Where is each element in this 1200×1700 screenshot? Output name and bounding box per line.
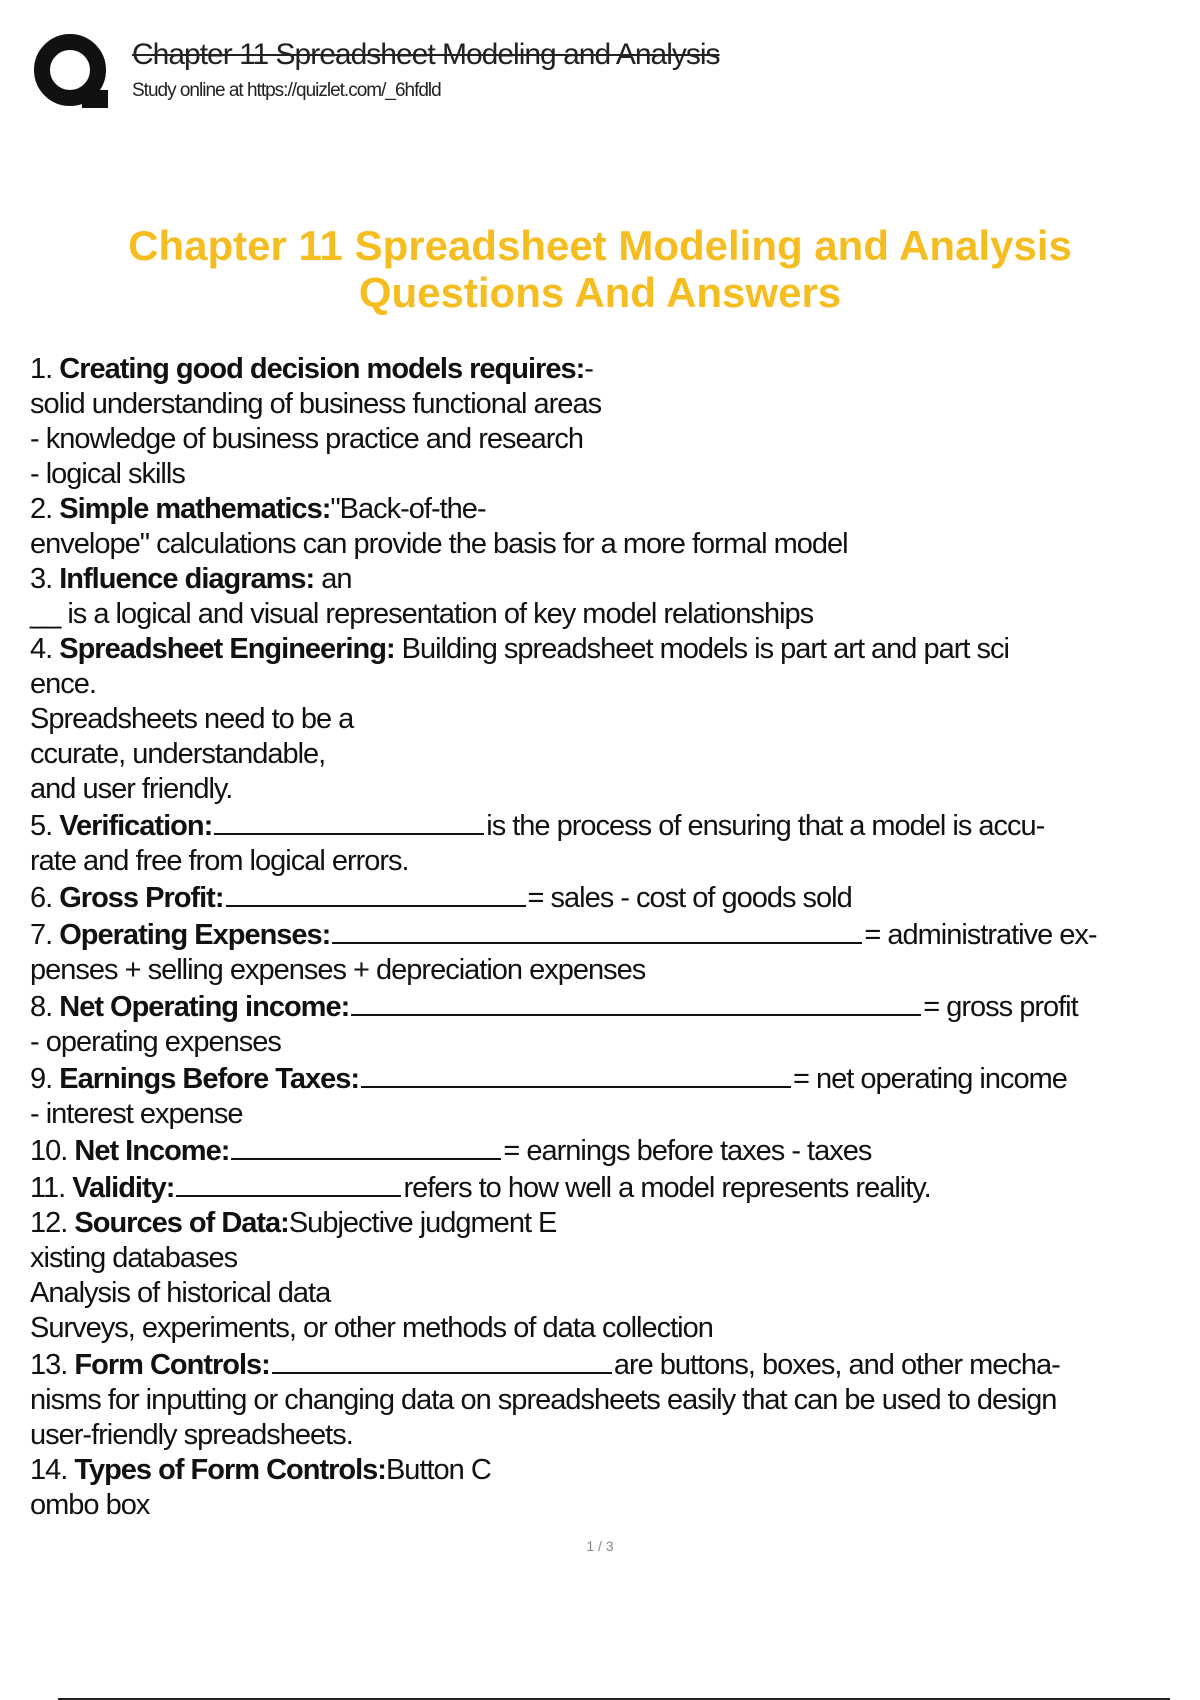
answer-text: = sales - cost of goods sold (527, 882, 852, 914)
qa-item-7 (30, 916, 1180, 988)
qa-item-5 (30, 807, 1180, 879)
answer-line: Surveys, experiments, or other methods of data collection (30, 1312, 713, 1344)
page-header (32, 32, 1152, 112)
item-number: 11. (30, 1172, 66, 1204)
term: Operating Expenses: (59, 919, 331, 951)
page-number: 1 / 3 (586, 1538, 614, 1554)
answer-line: ombo box (30, 1489, 150, 1521)
term: Types of Form Controls: (74, 1454, 386, 1486)
item-number: 1. (30, 353, 53, 385)
title-line-2: Questions And Answers (358, 269, 842, 316)
answer-blank (176, 1169, 401, 1197)
item-number: 3. (30, 563, 53, 595)
qa-item-11 (30, 1169, 1180, 1206)
header-title: Chapter 11 Spreadsheet Modeling and Analysis (132, 38, 720, 71)
term: Simple mathematics: (59, 493, 331, 525)
answer-line: - knowledge of business practice and research (30, 423, 584, 455)
answer-line: envelope" calculations can provide the basis for a more formal model (30, 528, 848, 560)
item-number: 14. (30, 1454, 68, 1486)
item-number: 12. (30, 1207, 68, 1239)
qa-item-10 (30, 1132, 1180, 1169)
answer-text: Subjective judgment E (288, 1207, 557, 1239)
answer-text: = earnings before taxes - taxes (503, 1135, 872, 1167)
study-link[interactable]: Study online at https://quizlet.com/_6hfdld (132, 80, 441, 101)
answer-text: are buttons, boxes, and other mecha- (613, 1349, 1060, 1381)
qa-item-3 (30, 562, 1180, 632)
term: Net Income: (74, 1135, 230, 1167)
item-number: 8. (30, 991, 53, 1023)
qa-item-6 (30, 879, 1180, 916)
term: Influence diagrams: (59, 563, 315, 595)
answer-blank (332, 916, 862, 944)
answer-text: - (584, 353, 593, 385)
term: Net Operating income: (59, 991, 350, 1023)
qa-list (30, 352, 1180, 1523)
answer-text: refers to how well a model represents reality. (403, 1172, 931, 1204)
answer-line: Analysis of historical data (30, 1277, 331, 1309)
answer-blank (214, 807, 484, 835)
answer-line: - operating expenses (30, 1026, 281, 1058)
qa-item-2 (30, 492, 1180, 562)
answer-text: "Back-of-the- (330, 493, 486, 525)
answer-line: and user friendly. (30, 773, 233, 805)
item-number: 10. (30, 1135, 68, 1167)
answer-line: penses + selling expenses + depreciation expenses (30, 954, 646, 986)
item-number: 4. (30, 633, 53, 665)
answer-blank (272, 1346, 612, 1374)
answer-text: an (321, 563, 352, 595)
quizlet-q-logo-icon (32, 32, 112, 112)
item-number: 13. (30, 1349, 68, 1381)
answer-line: __ is a logical and visual representation of key model relationships (30, 598, 814, 630)
answer-line: rate and free from logical errors. (30, 845, 409, 877)
term: Gross Profit: (59, 882, 224, 914)
item-number: 5. (30, 810, 53, 842)
answer-blank (231, 1132, 501, 1160)
qa-item-9 (30, 1060, 1180, 1132)
term: Verification: (59, 810, 213, 842)
title-line-1: Chapter 11 Spreadsheet Modeling and Analysis (128, 222, 1072, 269)
term: Spreadsheet Engineering: (59, 633, 395, 665)
term: Form Controls: (74, 1349, 270, 1381)
answer-line: solid understanding of business functional areas (30, 388, 602, 420)
answer-text: Button C (385, 1454, 491, 1486)
answer-line: - interest expense (30, 1098, 243, 1130)
term: Sources of Data: (74, 1207, 289, 1239)
answer-line: ence. (30, 668, 96, 700)
qa-item-4 (30, 632, 1180, 807)
answer-line: ccurate, understandable, (30, 738, 326, 770)
answer-line: nisms for inputting or changing data on spreadsheets easily that can be used to design (30, 1384, 1057, 1416)
answer-blank (351, 988, 921, 1016)
qa-item-14 (30, 1453, 1180, 1523)
item-number: 9. (30, 1063, 53, 1095)
item-number: 7. (30, 919, 53, 951)
answer-text: = gross profit (923, 991, 1078, 1023)
answer-text: is the process of ensuring that a model is accu- (486, 810, 1045, 842)
answer-blank (361, 1060, 791, 1088)
answer-text: Building spreadsheet models is part art and part sci (401, 633, 1009, 665)
qa-item-13 (30, 1346, 1180, 1453)
answer-line: - logical skills (30, 458, 185, 490)
item-number: 6. (30, 882, 53, 914)
qa-item-12 (30, 1206, 1180, 1346)
answer-text: = net operating income (793, 1063, 1067, 1095)
term: Earnings Before Taxes: (59, 1063, 360, 1095)
qa-item-8 (30, 988, 1180, 1060)
answer-line: Spreadsheets need to be a (30, 703, 354, 735)
answer-line: xisting databases (30, 1242, 238, 1274)
term: Validity: (72, 1172, 175, 1204)
term: Creating good decision models requires: (59, 353, 585, 385)
page-title (60, 222, 1140, 316)
answer-blank (226, 879, 526, 907)
item-number: 2. (30, 493, 53, 525)
answer-line: user-friendly spreadsheets. (30, 1419, 353, 1451)
answer-text: = administrative ex- (864, 919, 1097, 951)
qa-item-1 (30, 352, 1180, 492)
